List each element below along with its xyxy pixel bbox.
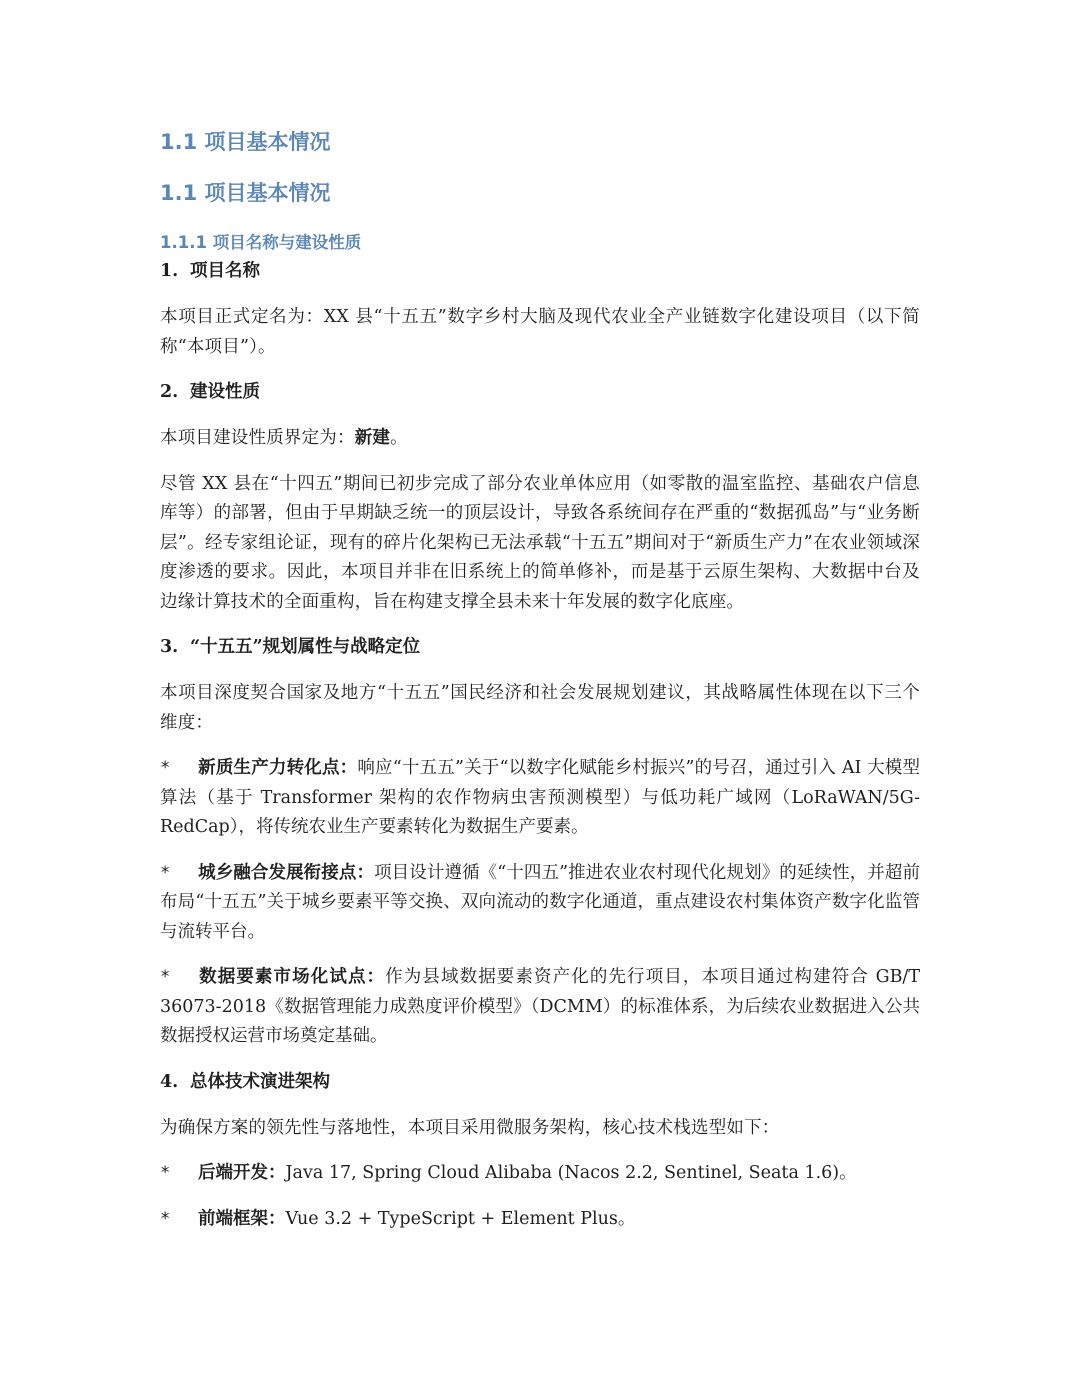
heading-number: 1. [160, 261, 179, 281]
subsection-heading: 1.1.1 项目名称与建设性质 [160, 233, 362, 252]
heading-number: 3. [160, 637, 179, 657]
document-body [160, 126, 920, 1234]
bullet-text: Vue 3.2 + TypeScript + Element Plus。 [285, 1208, 636, 1229]
heading-title: 总体技术演进架构 [190, 1071, 330, 1092]
bullet-marker: * [160, 1163, 171, 1183]
bullet-label: 城乡融合发展衔接点： [198, 862, 375, 883]
nature-detail-paragraph: 尽管 XX 县在“十四五”期间已初步完成了部分农业单体应用（如零散的温室监控、基础农户信息库等）的部署，但由于早期缺乏统一的顶层设计，导致各系统间存在严重的“数据孤岛”与“业务断层”。经专家组论证，现有的碎片化架构已无法承载“十五五”期间对于“新质生产力”在农业领域深度渗透的要求。因此，本项目并非在旧系统上的简单修补，而是基于云原生架构、大数据中台及边缘计算技术的全面重构，旨在构建支撑全县未来十年发展的数字化底座。 [160, 473, 920, 612]
bullet-marker: * [160, 967, 171, 987]
project-name-paragraph [160, 303, 920, 362]
list-item [160, 1205, 920, 1235]
list-item [160, 754, 920, 843]
bullet-label: 前端框架： [198, 1208, 286, 1229]
bullet-label: 后端开发： [198, 1163, 286, 1183]
heading-number: 4. [160, 1071, 179, 1092]
project-name-value: XX 县“十五五”数字乡村大脑及现代农业全产业链数字化建设项目 [323, 307, 848, 327]
bullet-marker: * [160, 758, 171, 778]
heading-number: 2. [160, 382, 179, 402]
nature-value: 新建 [354, 428, 391, 448]
tech-intro-paragraph: 为确保方案的领先性与落地性，本项目采用微服务架构，核心技术栈选型如下： [160, 1117, 780, 1138]
bullet-text: 响应“十五五”关于“以数字化赋能乡村振兴”的号召，通过引入 AI 大模型算法（基于 Transformer 架构的农作物病虫害预测模型）与低功耗广域网（LoRaWAN/5G-RedCap），将传统农业生产要素转化为数据生产要素。 [160, 758, 920, 837]
bullet-marker: * [160, 1208, 171, 1229]
project-name-prefix: 本项目正式定名为： [160, 307, 324, 327]
heading-title: “十五五”规划属性与战略定位 [190, 637, 421, 657]
nature-suffix: 。 [390, 428, 408, 448]
section-heading-1-duplicate: 1.1 项目基本情况 [160, 181, 331, 205]
bullet-text: 项目设计遵循《“十四五”推进农业农村现代化规划》的延续性，并超前布局“十五五”关于城乡要素平等交换、双向流动的数字化通道，重点建设农村集体资产数字化监管与流转平台。 [160, 862, 920, 942]
list-item [160, 1159, 920, 1189]
bullet-text: 作为县域数据要素资产化的先行项目，本项目通过构建符合 GB/T 36073-2018《数据管理能力成熟度评价模型》（DCMM）的标准体系，为后续农业数据进入公共数据授权运营市场奠定基础。 [160, 967, 921, 1046]
strategy-intro-paragraph: 本项目深度契合国家及地方“十五五”国民经济和社会发展规划建议，其战略属性体现在以下三个维度： [160, 683, 920, 733]
bullet-label: 数据要素市场化试点： [198, 967, 386, 987]
bullet-marker: * [160, 862, 171, 883]
nature-prefix: 本项目建设性质界定为： [160, 428, 355, 448]
heading-title: 项目名称 [190, 261, 260, 281]
numbered-heading-strategy [160, 633, 920, 662]
section-heading-1: 1.1 项目基本情况 [160, 130, 331, 154]
nature-paragraph [160, 424, 920, 454]
bullet-label: 新质生产力转化点： [198, 758, 358, 778]
numbered-heading-nature [160, 378, 920, 407]
list-item [160, 963, 920, 1052]
numbered-heading-project-name [160, 257, 920, 286]
bullet-text: Java 17, Spring Cloud Alibaba (Nacos 2.2, Sentinel, Seata 1.6)。 [285, 1163, 857, 1183]
numbered-heading-tech [160, 1068, 920, 1097]
project-name-suffix: （以下简称“本项目”）。 [160, 307, 920, 357]
heading-title: 建设性质 [190, 382, 260, 402]
list-item [160, 859, 920, 948]
